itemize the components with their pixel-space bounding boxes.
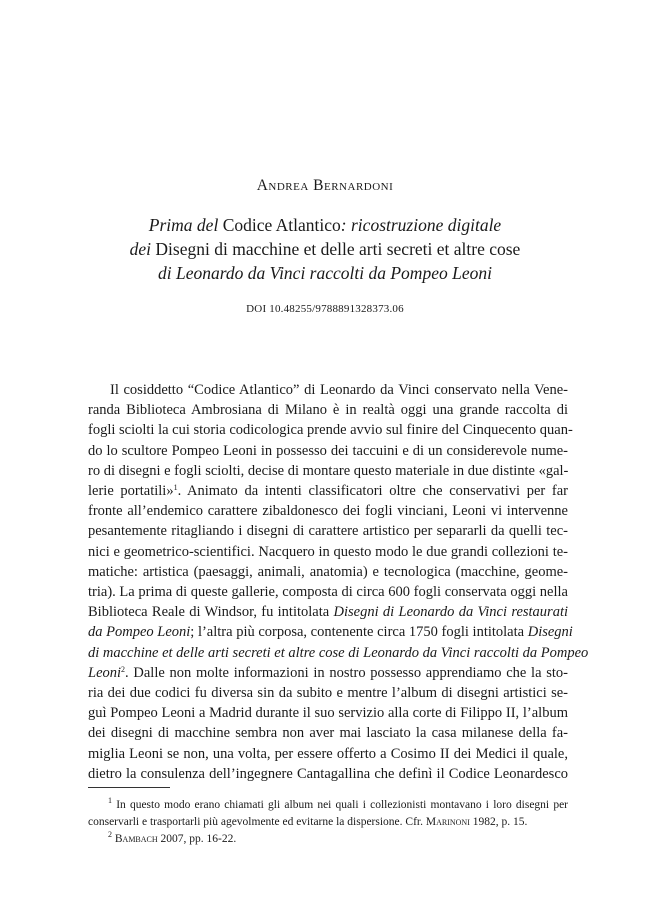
body-line: Il cosiddetto “Codice Atlantico” di Leonardo da Vinci conservato nella Vene- — [110, 382, 568, 398]
title-line-3: di Leonardo da Vinci raccolti da Pompeo Leoni — [158, 263, 492, 283]
title-part: dei — [129, 239, 152, 259]
text-run: 1982, p. 15. — [469, 816, 528, 828]
title-part: Codice Atlantico — [218, 215, 341, 235]
footnote-ref-1[interactable]: 1 — [173, 483, 178, 493]
text-run: In questo modo erano chiamati gli album nei quali i collezionisti montavano i loro disegni per — [112, 799, 568, 811]
body-line: randa Biblioteca Ambrosiana di Milano è in realtà oggi una grande raccolta di — [88, 402, 568, 419]
body-line: pesantemente ritagliando i disegni di carattere artistico per separarli da quelli tec- — [88, 523, 568, 540]
body-line: miglia Leoni se non, una volta, per essere offerto a Cosimo II dei Medici il quale, — [88, 745, 568, 762]
text-run: Disegni — [527, 624, 573, 641]
footnote-divider — [88, 787, 170, 788]
author-name: Andrea Bernardoni — [256, 177, 394, 194]
footnote-1-line — [88, 797, 568, 814]
text-run: ; l’altra più corposa, contenente circa 1750 fogli intitolata — [190, 624, 528, 641]
title-part: Disegni di macchine et delle arti secreti et altre cose — [151, 239, 521, 259]
title-line-1 — [80, 213, 570, 237]
footnote-number: 2 — [108, 830, 112, 839]
text-run: . Dalle non molte informazioni in nostro possesso apprendiamo che la sto- — [125, 664, 568, 681]
text-run: conservarli e trasportarli più agevolmente ed evitarne la dispersione. Cfr. — [88, 816, 426, 828]
body-line: fogli sciolti la cui storia codicologica prende avvio sul finire del Cinquecento quan- — [88, 422, 573, 439]
body-line: fronte all’endemico carattere zibaldonesco dei fogli vinciani, Leoni vi intervenne — [88, 503, 568, 520]
footnote-number: 1 — [108, 796, 112, 805]
body-line: guì Pompeo Leoni a Madrid durante il suo servizio alla corte di Filippo II, l’album — [88, 705, 568, 722]
text-run: Biblioteca Reale di Windsor, fu intitolata — [88, 604, 334, 621]
text-run: lerie portatili» — [88, 483, 174, 500]
text-run: . Animato da intenti classificatori oltre che conservativi per far — [177, 483, 568, 500]
title-part: Prima del — [148, 215, 219, 235]
body-line: matiche: artistica (paesaggi, animali, anatomia) e tecnologica (macchine, geome- — [88, 563, 568, 580]
body-line: tria). La prima di queste gallerie, composta di circa 600 fogli conservata oggi nella — [88, 584, 568, 601]
body-line: dietro la consulenza dell’ingegnere Cantagallina che definì il Codice Leonardesco — [88, 765, 568, 782]
cited-author: Marinoni — [425, 816, 470, 828]
title-line-2 — [80, 237, 570, 261]
body-line: ria dei due codici fu diversa sin da subito e mentre l’album di disegni artistici se- — [88, 685, 568, 702]
text-run: Leoni — [88, 664, 122, 681]
body-line — [88, 602, 568, 622]
body-line — [88, 663, 568, 683]
footnote-ref-2[interactable]: 2 — [121, 664, 126, 674]
body-text — [88, 380, 589, 784]
footnote-2-line — [88, 831, 568, 848]
body-line — [88, 481, 568, 501]
body-line — [88, 622, 573, 642]
body-line: dei disegni di macchine sembra non aver mai lasciato la casa milanese della fa- — [88, 725, 568, 742]
title-part: : ricostruzione digitale — [340, 215, 502, 235]
footnote-1-line — [88, 814, 568, 831]
body-line: ro di disegni e fogli sciolti, decise di montare questo materiale in due distinte «gal- — [88, 462, 569, 479]
text-run: 2007, pp. 16-22. — [157, 833, 237, 845]
body-line: nici e geometrico-scientifici. Nacquero in questo modo le due grandi collezioni te- — [88, 543, 568, 560]
footnotes — [88, 797, 568, 848]
text-run: Disegni di Leonardo da Vinci restaurati — [333, 604, 568, 621]
cited-author: Bambach — [114, 833, 158, 845]
body-line: do lo scultore Pompeo Leoni in possesso dei taccuini e di un considerevole nume- — [88, 442, 568, 459]
body-line: di macchine et delle arti secreti et altre cose di Leonardo da Vinci raccolti da Pompeo — [88, 644, 589, 661]
chapter-title — [80, 213, 570, 285]
text-run: da Pompeo Leoni — [88, 624, 191, 641]
doi: DOI 10.48255/9788891328373.06 — [246, 303, 404, 315]
